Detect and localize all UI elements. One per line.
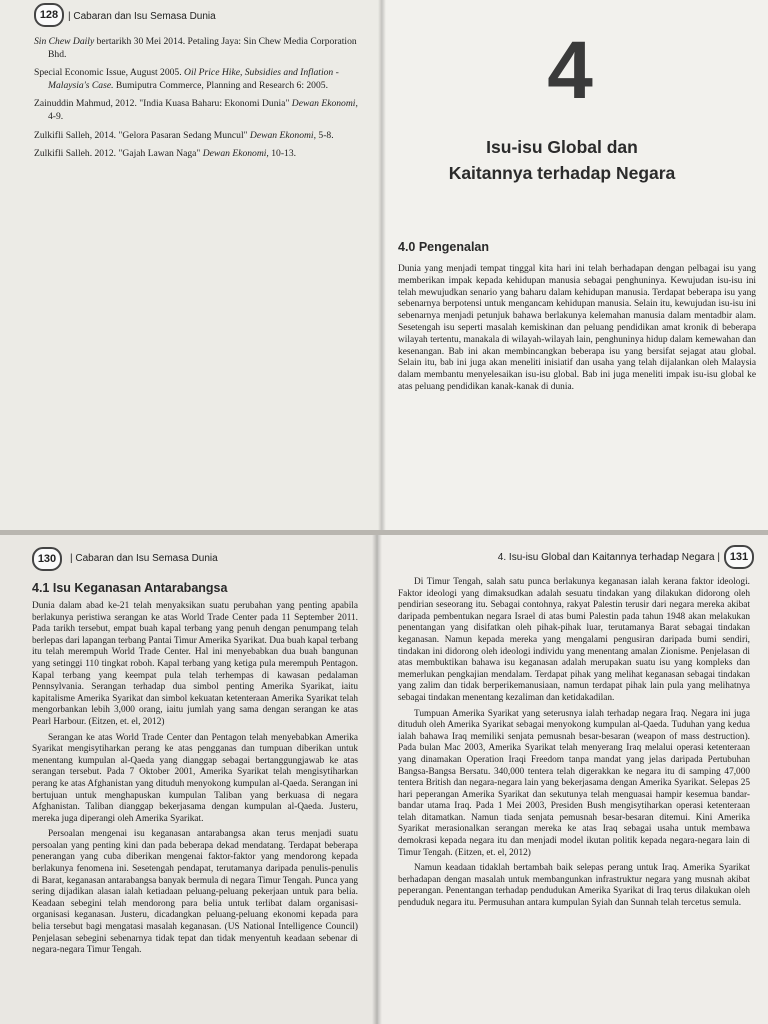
reference-entry <box>34 98 364 123</box>
chapter-title-line-2: Kaitannya terhadap Negara <box>448 163 676 183</box>
reference-source-title: Dewan Ekonomi, <box>202 148 269 160</box>
reference-text: 10-13. <box>268 148 297 160</box>
running-head-text: Cabaran dan Isu Semasa Dunia <box>73 11 216 22</box>
running-head-text: Cabaran dan Isu Semasa Dunia <box>75 553 218 564</box>
reference-source-title: Oil Price Hike, Subsidies and Inflation - Malaysia's Case. <box>48 67 339 91</box>
intro-body <box>398 264 756 398</box>
body-paragraph: Persoalan mengenai isu keganasan antarabangsa akan terus menjadi suatu persoalan yang penting kini dan pada beberapa dekad mendatang. Terdapat beberapa penerangan yang cuba diberikan mengenai faktor-faktor yang mendorong kepada berlakunya fenomena ini. Sesetengah pendapat, terutamanya daripada penulis-penulis di Barat, keganasan antarabangsa banyak bermula di negara Timur Tengah. Punca yang sering dijadikan alasan ialah ketiadaan peluang-peluang pekerjaan untuk para belia. Keadaan sebegini telah mendorong para belia untuk terlibat dalam organisasi-organisasi keganasan. Justeru, dicadangkan peluang-peluang ekonomi kepada para belia tersebut bagi mengatasi masalah keganasan. (US National Intelligence Council) Penjelasan sebegini sebenarnya tidak tepat dan tidak menyentuh keadaan sebenar di negara-negara Timur Tengah. <box>32 829 358 956</box>
reference-source-title: Dewan Ekonomi, <box>249 129 317 141</box>
chapter-title <box>412 134 712 186</box>
binding-gutter <box>372 535 382 1024</box>
body-paragraph: Di Timur Tengah, salah satu punca berlakunya keganasan ialah kerana faktor ideologi. Faktor ideologi yang dimaksudkan adalah sesuatu tindakan yang dilakukan didorong oleh pendirian seseorang itu. Sebagai contohnya, rakyat Palestin terusir dari negara mereka akibat daripada pembentukan negara Israel di atas bumi Palestin pada tahun 1948 akan melakukan penentangan yang disifatkan oleh pihak-pihak luar, terutamanya Barat sebagai tindakan keganasan. Namun kepada mereka yang mengalami pengusiran daripada bumi sendiri, tindakan ini didorong oleh ideologi individu yang menentang amalan Zionisme. Penjelasan di atas membuktikan bahawa isu keganasan adalah merupakan suatu isu yang kompleks dan memerlukan pengkajian mendalam. Terdapat pihak yang melihat keganasan sebagai tindakan yang zalim dan tidak berperikemanusiaan, namun terdapat pihak lain pula yang melihatnya sebagai tindakan menentang kezaliman dan ketidakadilan. <box>398 577 750 703</box>
running-head: | Cabaran dan Isu Semasa Dunia <box>68 11 216 22</box>
reference-source-title: Sin Chew Daily <box>34 36 95 47</box>
section-heading: 4.1 Isu Keganasan Antarabangsa <box>32 581 228 595</box>
body-paragraph: Dunia dalam abad ke-21 telah menyaksikan suatu perubahan yang penting apabila berlakunya peristiwa serangan ke atas World Trade Center pada 11 September 2011. Pada tarikh tersebut, empat buah kapal terbang yang penuh dengan penumpang telah berlepas dari lapangan terbang Pantai Timur Amerika Syarikat. Dua buah kapal terbang itu telah merempuh World Trade Center. Hal ini menyebabkan dua buah bangunan yang setinggi 110 tingkat roboh. Kapal terbang yang ketiga pula merempuh Pentagon. Kapal terbang yang keempat pula telah terhempas di kawasan pedalaman Pennsylvania. Serangan terhadap dua simbol penting Amerika Syarikat, iaitu kapitalisme Amerika Syarikat dan simbol kekuatan ketenteraan Amerika Syarikat telah mengorbankan lebih 3,000 orang, iaitu jumlah yang sama dengan serangan ke atas Pearl Harbour. (Eitzen, et. el, 2012) <box>32 601 358 727</box>
page-number-badge: 131 <box>724 545 754 569</box>
reference-text: bertarikh 30 Mei 2014. Petaling Jaya: Sin Chew Media Corporation Bhd. <box>48 36 357 60</box>
reference-entry <box>34 130 364 143</box>
page-129 <box>382 0 768 530</box>
reference-text: Special Economic Issue, August 2005. <box>34 67 185 79</box>
reference-source-title: Dewan Ekonomi, <box>291 98 358 110</box>
reference-text: Zulkifli Salleh. 2012. "Gajah Lawan Naga" <box>34 148 203 160</box>
running-head: | Cabaran dan Isu Semasa Dunia <box>70 553 218 564</box>
reference-text: Bumiputra Commerce, Planning and Research 6: 2005. <box>113 79 328 91</box>
section-body <box>398 577 750 914</box>
chapter-title-line-1: Isu-isu Global dan <box>486 137 638 157</box>
running-head-text: 4. Isu-isu Global dan Kaitannya terhadap Negara <box>497 552 715 563</box>
binding-gutter <box>378 0 386 530</box>
page-131 <box>378 535 768 1024</box>
running-head: 4. Isu-isu Global dan Kaitannya terhadap Negara | <box>497 552 720 563</box>
reference-text: 4-9. <box>48 110 64 122</box>
section-heading: 4.0 Pengenalan <box>398 240 490 254</box>
body-paragraph: Namun keadaan tidaklah bertambah baik selepas perang untuk Iraq. Amerika Syarikat berhadapan dengan masalah untuk membangunkan infrastruktur negara yang musnah akibat peperangan. Penentangan terhadap pendudukan Amerika Syarikat di Iraq terus dilakukan oleh penduduk negara itu. Permusuhan antara kumpulan Syiah dan Sunnah telah tercetus semula. <box>398 863 750 909</box>
page-128 <box>0 0 382 530</box>
reference-entry <box>34 148 364 161</box>
chapter-number: 4 <box>547 25 593 116</box>
reference-text: Zulkifli Salleh, 2014. "Gelora Pasaran Sedang Muncul" <box>34 129 250 141</box>
reference-entry <box>34 67 364 92</box>
body-paragraph: Tumpuan Amerika Syarikat yang seterusnya ialah terhadap negara Iraq. Negara ini juga dituduh oleh Amerika Syarikat sebagai menyokong kumpulan al-Qaeda. Tuduhan yang kedua ialah bahawa Iraq memiliki senjata pemusnah besar-besaran (weapon of mass destruction). Pada bulan Mac 2003, Amerika Syarikat telah menyerang Iraq melalui operasi ketenteraan yang dinamakan Operation Iraqi Freedom tanpa mandat yang jelas daripada Pertubuhan Bangsa-Bangsa Bersatu. 340,000 tentera telah digerakkan ke negara itu di samping 47,000 tentera British dan negara-negara lain yang bekerjasama dengan Amerika Syarikat. Selepas 25 hari peperangan Amerika Syarikat dan sekutunya telah menguasai hampir kesemua bandar-bandar utama Iraq. Pada 1 Mei 2003, Presiden Bush mengisytiharkan operasi ketenteraan telah ditamatkan. Namun tiada senjata pemusnah besar-besaran ditemui. Kini Amerika Syarikat merasionalkan serangan mereka ke atas Iraq sebagai usaha untuk membawa demokrasi kepada negara itu dan menjadi model ikutan politik kepada negara-negara lain di Timur Tengah. (Eitzen, et. el, 2012) <box>398 708 750 858</box>
page-number-badge: 130 <box>32 547 62 571</box>
reference-text: 5-8. <box>316 129 334 141</box>
reference-entry <box>34 36 364 61</box>
reference-text: Zainuddin Mahmud, 2012. "India Kuasa Baharu: Ekonomi Dunia" <box>34 98 292 110</box>
body-paragraph: Serangan ke atas World Trade Center dan Pentagon telah menyebabkan Amerika Syarikat mengisytiharkan perang ke atas pengganas dan tumpuan diberikan untuk menentang kumpulan al-Qaeda yang dianggap sebagai bertanggungjawab ke atas serangan tersebut. Pada 7 Oktober 2001, Amerika Syarikat telah mengisytiharkan perang ke atas Afghanistan yang dituduh menyokong kumpulan al-Qaeda. Serangan ini bertujuan untuk menghapuskan kumpulan Taliban yang berkuasa di negara Afghanistan. Taliban dianggap bekerjasama dengan kumpulan al-Qaeda. Justeru, mereka juga diperangi oleh Amerika Syarikat. <box>32 732 358 824</box>
section-body <box>32 601 358 961</box>
page-130 <box>0 535 378 1024</box>
reference-list <box>34 36 364 167</box>
intro-paragraph: Dunia yang menjadi tempat tinggal kita hari ini telah berhadapan dengan pelbagai isu yang memberikan impak kepada kehidupan manusia sebagai penghuninya. Kewujudan isu-isu ini telah mewujudkan senario yang baharu dalam kehidupan manusia. Terdapat beberapa isu yang sebenarnya berpotensi untuk mengancam kehidupan manusia. Selain itu, kewujudan isu-isu ini sebenarnya menjadi petunjuk bahawa berlakunya kelemahan manusia dalam mentadbir alam. Sesetengah isu seperti masalah kemiskinan dan peluang pendidikan amat kronik di beberapa wilayah tertentu, manakala di wilayah-wilayah lain, penghuninya hidup dalam kemewahan dan kesenangan. Bab ini akan membincangkan beberapa isu yang bersifat sejagat atau global. Selain itu, bab ini juga akan meneliti inisiatif dan usaha yang telah dijalankan oleh Malaysia dalam membantu menyelesaikan isu-isu global. Bab ini juga meneliti impak isu-isu global ke atas peluang pendidikan kanak-kanak di dunia. <box>398 264 756 392</box>
page-number-badge: 128 <box>34 3 64 27</box>
